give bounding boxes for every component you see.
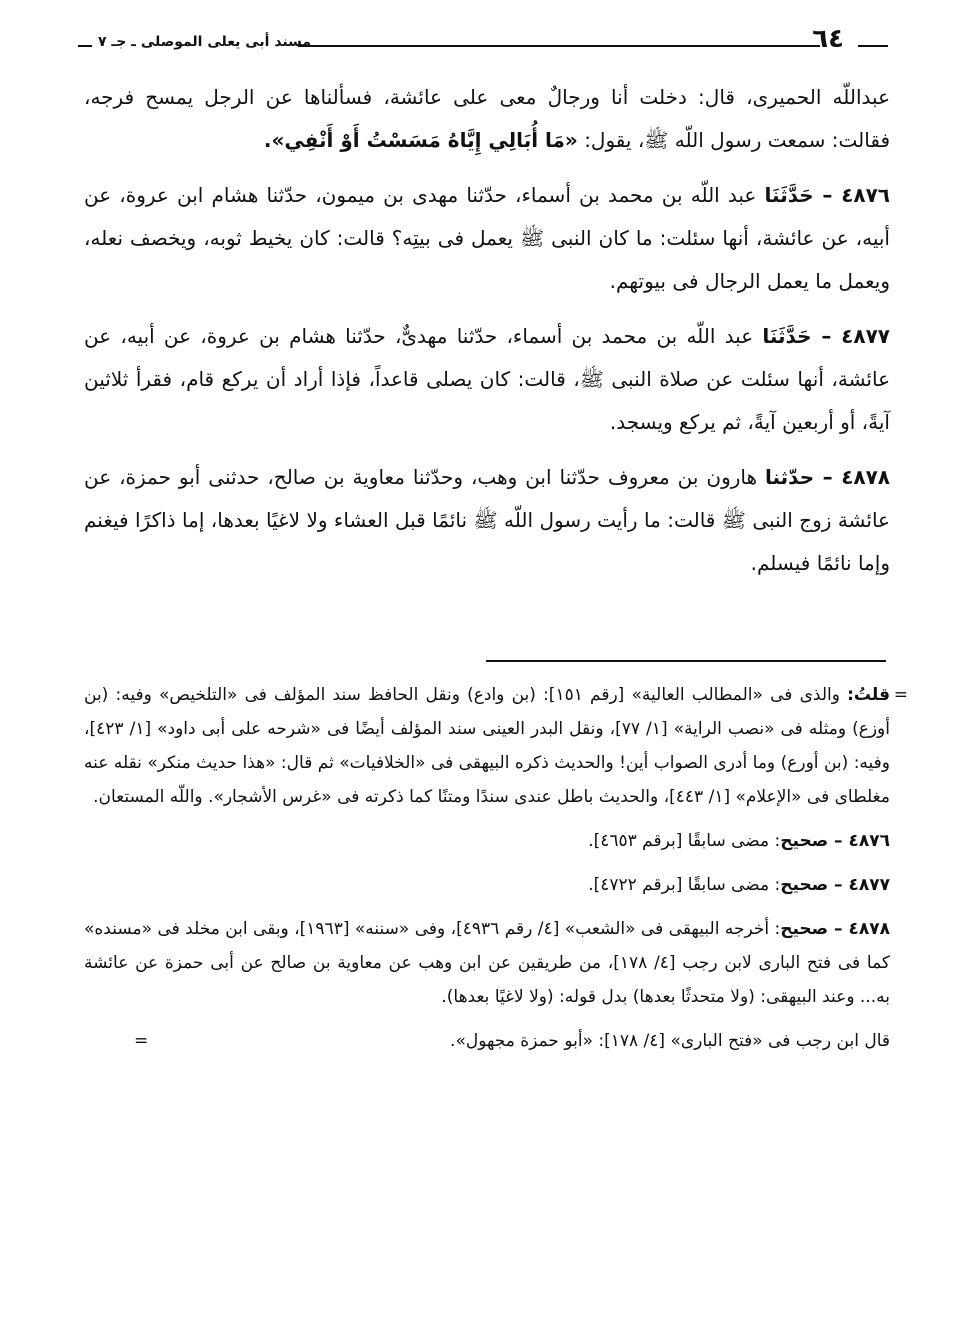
note-text: والذى فى «المطالب العالية» [رقم ١٥١]: (بن وادع) ونقل الحافظ سند المؤلف فى «التلخيص» وفيه: (بن أوزع) ومثله فى «نصب الراية» [١/ ٧٧]، ونقل البدر العينى سند المؤلف أيضًا فى «شرحه على أبى داود» [١/ ٤٢٣]، وفيه: (بن أورع) وما أدرى الصواب أين! والحديث ذكره البيهقى فى «الخلافيات» ثم قال: «هذا حديث منكر» نقله عنه مغلطاى فى «الإعلام» [١/ ٤٤٣]، والحديث باطل عندى سندًا ومتنًا كما ذكرته فى «غرس الأشجار». واللّه المستعان. [84, 685, 890, 807]
hadith-number: ٤٨٧٧ [841, 324, 890, 348]
main-text [84, 76, 890, 597]
footnote-grade: صحيح [780, 831, 829, 851]
header-rule-right [858, 45, 888, 47]
page-number: ٦٤ [812, 24, 844, 54]
footnote-note [84, 678, 908, 814]
end-mark: = [134, 1031, 149, 1051]
footnote-grade: صحيح [780, 875, 829, 895]
footnote-number: ٤٨٧٦ [848, 831, 890, 851]
note-lead: قلتُ: [847, 685, 890, 705]
book-title: مسند أبى يعلى الموصلى ـ جـ ٧ [98, 34, 312, 50]
header-rule-left [78, 45, 92, 47]
footnote-grade: صحيح [780, 919, 829, 939]
hadith-text: عبد اللّه بن محمد بن أسماء، حدّثنا مهدى بن ميمون، حدّثنا هشام ابن عروة، عن أبيه، عن عائشة، أنها سئلت: ما كان النبى ﷺ يعمل فى بيتِه؟ قالت: كان يخيط ثوبه، ويخصف نعله، ويعمل ما يعمل الرجال فى بيوتهم. [84, 183, 890, 293]
footnote-text: قال ابن رجب فى «فتح البارى» [٤/ ١٧٨]: «أبو حمزة مجهول». [450, 1031, 890, 1051]
continuation-paragraph [84, 76, 890, 162]
hadith-keyword: حَدَّثَنَا [762, 324, 812, 348]
footnote-item: ٤٨٧٧ – صحيح: مضى سابقًا [برقم ٤٧٢٢]. [588, 875, 890, 895]
hadith-paragraph: ٤٨٧٨ – حدّثنا هارون بن معروف حدّثنا ابن وهب، وحدّثنا معاوية بن صالح، حدثنى أبو حمزة، عن عائشة زوج النبى ﷺ قالت: ما رأيت رسول اللّه ﷺ نائمًا قبل العشاء ولا لاغيًا بعدها، إما ذاكرًا فيغنم وإما نائمًا فيسلم. [84, 465, 891, 575]
header-rule [298, 45, 820, 47]
footnote-text: : مضى سابقًا [برقم ٤٧٢٢]. [588, 875, 781, 895]
hadith-quote: «مَا أُبَالِي إِيَّاهُ مَسَسْتُ أَوْ أَنْفِي». [263, 128, 578, 152]
hadith-text: عبد اللّه بن محمد بن أسماء، حدّثنا مهدىٌّ، حدّثنا هشام بن عروة، عن أبيه، عن عائشة، أنها سئلت عن صلاة النبى ﷺ، قالت: كان يصلى قاعداً، فإذا أراد أن يركع قام، فقرأ ثلاثين آيةً، أو أربعين آيةً، ثم يركع ويسجد. [84, 324, 890, 434]
hadith-text: هارون بن معروف حدّثنا ابن وهب، وحدّثنا معاوية بن صالح، حدثنى أبو حمزة، عن عائشة زوج النبى ﷺ قالت: ما رأيت رسول اللّه ﷺ نائمًا قبل العشاء ولا لاغيًا بعدها، إما ذاكرًا فيغنم وإما نائمًا فيسلم. [84, 465, 890, 575]
footnote-number: ٤٨٧٨ [848, 919, 890, 939]
continuation-mark: = [893, 685, 908, 705]
footnote-separator [486, 660, 886, 662]
hadith-keyword: حدّثنا [764, 465, 815, 489]
hadith-paragraph: ٤٨٧٦ – حَدَّثَنَا عبد اللّه بن محمد بن أسماء، حدّثنا مهدى بن ميمون، حدّثنا هشام ابن عروة، عن أبيه، عن عائشة، أنها سئلت: ما كان النبى ﷺ يعمل فى بيتِه؟ قالت: كان يخيط ثوبه، ويخصف نعله، ويعمل ما يعمل الرجال فى بيوتهم. [84, 183, 891, 293]
hadith-number: ٤٨٧٨ [841, 465, 891, 489]
footnotes [84, 678, 908, 1068]
continuation-text: عبداللّه الحميرى، قال: دخلت أنا ورجالٌ معى على عائشة، فسألناها عن الرجل يمسح فرجه، فقالت: سمعت رسول اللّه ﷺ، يقول: [84, 85, 890, 152]
footnote-text: : أخرجه البيهقى فى «الشعب» [٤/ رقم ٤٩٣٦]، وفى «سننه» [١٩٦٣]، وبقى ابن مخلد فى «مسنده» كما فى فتح البارى لابن رجب [٤/ ١٧٨]، من طريقين عن ابن وهب عن معاوية بن صالح عن أبى حمزة عن عائشة به... وعند البيهقى: (ولا متحدثًا بعدها) بدل قوله: (ولا لاغيًا بعدها). [84, 919, 890, 1007]
hadith-paragraph: ٤٨٧٧ – حَدَّثَنَا عبد اللّه بن محمد بن أسماء، حدّثنا مهدىٌّ، حدّثنا هشام بن عروة، عن أبيه، عن عائشة، أنها سئلت عن صلاة النبى ﷺ، قالت: كان يصلى قاعداً، فإذا أراد أن يركع قام، فقرأ ثلاثين آيةً، أو أربعين آيةً، ثم يركع ويسجد. [84, 324, 890, 434]
footnote-item: ٤٨٧٨ – صحيح: أخرجه البيهقى فى «الشعب» [٤/ رقم ٤٩٣٦]، وفى «سننه» [١٩٦٣]، وبقى ابن مخلد فى «مسنده» كما فى فتح البارى لابن رجب [٤/ ١٧٨]، من طريقين عن ابن وهب عن معاوية بن صالح عن أبى حمزة عن عائشة به... وعند البيهقى: (ولا متحدثًا بعدها) بدل قوله: (ولا لاغيًا بعدها). [84, 919, 890, 1007]
page-header [78, 24, 888, 58]
footnote-text: : مضى سابقًا [برقم ٤٦٥٣]. [588, 831, 781, 851]
hadith-number: ٤٨٧٦ [841, 183, 891, 207]
footnote-item: ٤٨٧٦ – صحيح: مضى سابقًا [برقم ٤٦٥٣]. [588, 831, 890, 851]
hadith-keyword: حَدَّثَنَا [764, 183, 814, 207]
footnote-last-line [84, 1024, 890, 1058]
footnote-number: ٤٨٧٧ [848, 875, 890, 895]
